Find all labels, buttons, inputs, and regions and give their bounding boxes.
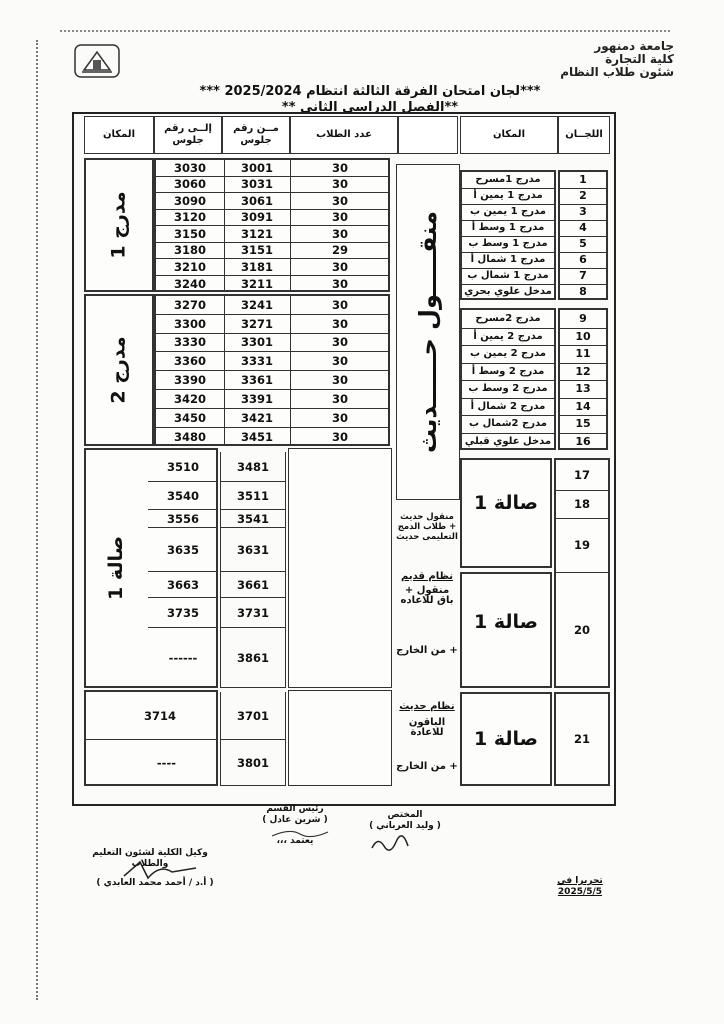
student-count-cell: 30 (290, 160, 390, 177)
section3-type-b: منقول + باق للاعاده (400, 585, 454, 606)
university-name: جامعة دمنهور (594, 39, 674, 53)
to-seat-cell: 3510 (148, 452, 218, 482)
place-cell: مدرج 1 شمال ب (462, 268, 554, 285)
from-seat-cell: 3541 (220, 510, 286, 528)
header-blank (398, 116, 458, 154)
committee-cell: 1 (560, 172, 606, 189)
committee-cell: 7 (560, 268, 606, 285)
hall2-label: مدرج 2 (107, 336, 130, 404)
committee-cell: 16 (575, 434, 591, 448)
place-cell: مدرج 2 وسط أ (462, 363, 554, 382)
from-seat-cell: 3661 (220, 572, 286, 598)
student-count-cell: 30 (331, 276, 348, 291)
institution-header (524, 40, 674, 79)
student-count-cell: 30 (290, 296, 390, 315)
department-name: شئون طلاب النظام (560, 65, 674, 79)
committee-cell: 3 (560, 204, 606, 221)
place-cell: مدرج 2 شمال أ (462, 398, 554, 417)
student-count-cell: 30 (290, 390, 390, 409)
from-seat-cell: 3801 (220, 740, 286, 786)
header-place-right: المكان (460, 116, 558, 154)
from-seat-cell: 3451 (240, 429, 273, 444)
place-cell: مدرج 1 يمين أ (462, 188, 554, 205)
from-seat-cell: 3361 (224, 371, 290, 390)
from-seat-cell: 3151 (224, 243, 290, 260)
to-seat-cell: 3480 (173, 429, 206, 444)
top-dotted-border (60, 30, 670, 32)
student-count-cell: 30 (290, 334, 390, 353)
to-seat-cell: 3714 (86, 692, 216, 740)
specialist-title: المختص (387, 810, 423, 820)
section4-count-box (288, 690, 392, 786)
committees1-box (558, 170, 608, 300)
section3-type-a: منقول حديث + طلاب الدمج التعليمى حديث (396, 512, 458, 542)
place-cell: مدرج 2 يمين ب (462, 345, 554, 364)
place-cell: مدرج 1 وسط أ (462, 220, 554, 237)
section3-hall-b: صالة 1 (474, 611, 538, 633)
to-seat-cell: ---- (156, 756, 176, 770)
committee-cell: 2 (560, 188, 606, 205)
header-students: عدد الطلاب (290, 116, 398, 154)
header-committees: اللجــان (558, 116, 610, 154)
to-seat-cell: 3390 (156, 371, 224, 390)
to-seat-cell: 3450 (156, 409, 224, 428)
to-seat-cell: 3150 (156, 226, 224, 243)
to-seat-cell: 3030 (156, 160, 224, 177)
hall1-label: مدرج 1 (107, 191, 130, 259)
committee-cell: 14 (560, 398, 606, 417)
place-cell: مدرج 1 وسط ب (462, 236, 554, 253)
from-seat-cell: 3121 (224, 226, 290, 243)
committee-cell: 8 (579, 285, 587, 298)
from-seat-cell: 3301 (224, 334, 290, 353)
student-count-cell: 30 (290, 352, 390, 371)
student-count-cell: 30 (290, 177, 390, 194)
section3-hall-a: صالة 1 (474, 492, 538, 514)
title-line-2: **الفصل الدراسي الثاني ** (281, 100, 459, 115)
to-seat-cell: 3060 (156, 177, 224, 194)
hall2-grid (154, 294, 390, 446)
to-seat-cell: 3360 (156, 352, 224, 371)
header-from-seat: مــن رقم جلوس (222, 116, 290, 154)
from-seat-cell: 3211 (240, 276, 273, 291)
from-seat-cell: 3391 (224, 390, 290, 409)
place-cell: مدرج 1 شمال أ (462, 252, 554, 269)
to-seat-cell: 3540 (148, 482, 218, 510)
header-place-left: المكان (84, 116, 154, 154)
committee-17: 17 (573, 468, 590, 482)
student-count-cell: 30 (290, 259, 390, 276)
student-count-cell: 30 (290, 226, 390, 243)
to-seat-cell: 3180 (156, 243, 224, 260)
specialist-name: ( وليد العرباني ) (369, 821, 441, 831)
committee-cell: 12 (560, 363, 606, 382)
to-seat-cell: ------ (148, 628, 218, 688)
committee-cell: 15 (560, 415, 606, 434)
dept-head-name: ( شرين عادل ) (262, 815, 328, 825)
to-seat-cell: 3663 (148, 572, 218, 598)
from-seat-cell: 3091 (224, 210, 290, 227)
faculty-name: كلية التجارة (605, 52, 674, 66)
from-seat-cell: 3271 (224, 315, 290, 334)
to-seat-cell: 3735 (148, 598, 218, 628)
section3-count-box (288, 448, 392, 688)
specialist-signature-icon (370, 834, 410, 854)
from-seat-cell: 3631 (220, 528, 286, 572)
to-seat-cell: 3240 (173, 276, 206, 291)
dean-name: ( أ.د / أحمد محمد العابدي ) (96, 878, 214, 888)
from-seat-cell: 3481 (220, 452, 286, 482)
section3-type-b-head: نظام قديم (401, 571, 453, 582)
committee-18: 18 (573, 497, 590, 511)
from-seat-cell: 3421 (224, 409, 290, 428)
title-line-1: ***لجان امتحان الفرقة الثالثة انتظام 2025/2024 *** (199, 84, 541, 99)
from-seat-cell: 3061 (224, 193, 290, 210)
to-seat-cell: 3300 (156, 315, 224, 334)
to-seat-cell: 3635 (148, 528, 218, 572)
committee-21: 21 (573, 732, 590, 746)
from-seat-cell: 3731 (220, 598, 286, 628)
to-seat-cell: 3270 (156, 296, 224, 315)
student-count-cell: 30 (290, 371, 390, 390)
to-seat-cell: 3556 (148, 510, 218, 528)
committee-cell: 10 (560, 328, 606, 347)
dept-head-title: رئيس القسم (266, 804, 324, 814)
from-seat-cell: 3701 (220, 692, 286, 740)
from-seat-cell: 3331 (224, 352, 290, 371)
place-cell: مدرج 2 يمين أ (462, 328, 554, 347)
from-seat-cell: 3241 (224, 296, 290, 315)
from-seat-cell: 3861 (220, 628, 286, 688)
transfer-label: منقـــــول حــــــديث (414, 211, 442, 453)
section3-left-label: صالة 1 (105, 536, 127, 600)
place-cell: مدرج 2شمال ب (462, 415, 554, 434)
place-cell: مدخل علوي قبلي (464, 435, 552, 447)
student-count-cell: 30 (290, 409, 390, 428)
place-cell: مدرج 2مسرح (462, 310, 554, 329)
committees2-box (558, 308, 608, 450)
to-seat-cell: 3330 (156, 334, 224, 353)
from-seat-cell: 3511 (220, 482, 286, 510)
from-seat-cell: 3001 (224, 160, 290, 177)
committee-20: 20 (573, 623, 590, 637)
committee-19: 19 (573, 538, 590, 552)
place-cell: مدخل علوي بحري (464, 286, 552, 297)
dean-title: وكيل الكلية لشئون التعليم والطلاب (92, 848, 208, 869)
committee-cell: 9 (560, 310, 606, 329)
committee-cell: 5 (560, 236, 606, 253)
places1-box (460, 170, 556, 300)
issue-date: تحريرا في 2025/5/5 (557, 876, 603, 897)
student-count-cell: 30 (290, 193, 390, 210)
left-dotted-border (36, 40, 38, 1000)
section4-type: الباقون للاعادة (408, 717, 446, 738)
specialist-block (360, 810, 450, 832)
place-cell: مدرج 1مسرح (462, 172, 554, 189)
header-to-seat: إلــى رقم جلوس (154, 116, 222, 154)
committee-cell: 11 (560, 345, 606, 364)
place-cell: مدرج 2 وسط ب (462, 380, 554, 399)
section4-type-head: نظام حديث (399, 701, 455, 712)
to-seat-cell: 3210 (156, 259, 224, 276)
student-count-cell: 30 (290, 315, 390, 334)
committee-cell: 4 (560, 220, 606, 237)
student-count-cell: 30 (331, 429, 348, 444)
student-count-cell: 29 (290, 243, 390, 260)
to-seat-cell: 3420 (156, 390, 224, 409)
places2-box (460, 308, 556, 450)
to-seat-cell: 3090 (156, 193, 224, 210)
from-seat-cell: 3031 (224, 177, 290, 194)
section4-hall: صالة 1 (474, 728, 538, 750)
section3-type-b2: + من الخارج (396, 645, 458, 656)
committee-cell: 13 (560, 380, 606, 399)
hall1-grid (154, 158, 390, 292)
dept-head-signature-icon (270, 826, 330, 840)
student-count-cell: 30 (290, 210, 390, 227)
section4-type2: + من الخارج (396, 761, 458, 772)
place-cell: مدرج 1 يمين ب (462, 204, 554, 221)
to-seat-cell: 3120 (156, 210, 224, 227)
approve-text: يعتمد ،،، (276, 836, 314, 846)
university-logo-icon (74, 44, 120, 78)
from-seat-cell: 3181 (224, 259, 290, 276)
committee-cell: 6 (560, 252, 606, 269)
